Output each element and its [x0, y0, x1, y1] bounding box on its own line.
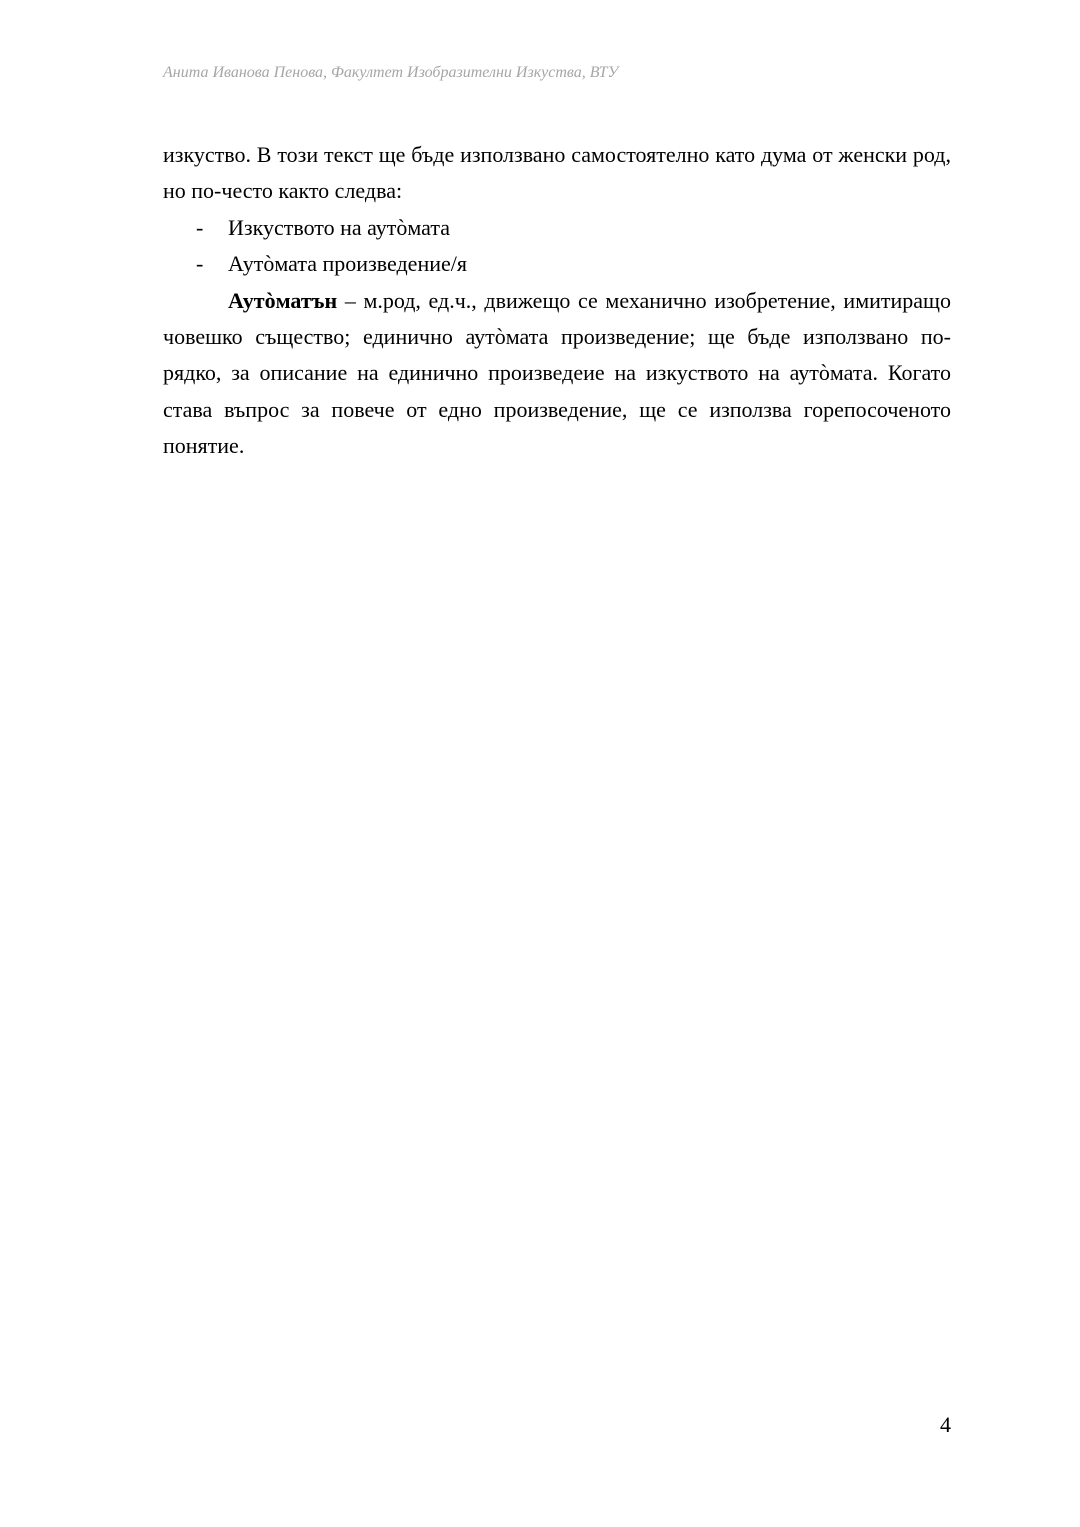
body-text — [163, 137, 951, 465]
list-item — [163, 246, 951, 282]
list-item-text: Изкуството на аутòмата — [228, 214, 451, 240]
paragraph: изкуство. В този текст ще бъде използвано самостоятелно като дума от женски род, но по-често както следва: — [163, 142, 951, 204]
definition-text: – м.род, ед.ч., движещо се механично изобретение, имитиращо човешко същество; единично аутòмата произведение; ще бъде използвано по-рядко, за описание на единично произведеие на изкуството на аутòмата. Когато става въпрос за повече от едно произведение, ще се използва горепосоченото понятие. — [163, 287, 951, 459]
bullet-list — [163, 210, 951, 283]
list-item-text: Аутòмата произведение/я — [228, 251, 467, 277]
definition-paragraph — [163, 283, 951, 465]
page-number: 4 — [940, 1412, 951, 1437]
bullet-dash: - — [196, 214, 204, 240]
definition-term: Аутòматън — [228, 287, 338, 313]
bullet-dash: - — [196, 251, 204, 277]
running-header: Анита Иванова Пенова, Факултет Изобразителни Изкуства, ВТУ — [163, 64, 619, 81]
list-item — [163, 210, 951, 246]
